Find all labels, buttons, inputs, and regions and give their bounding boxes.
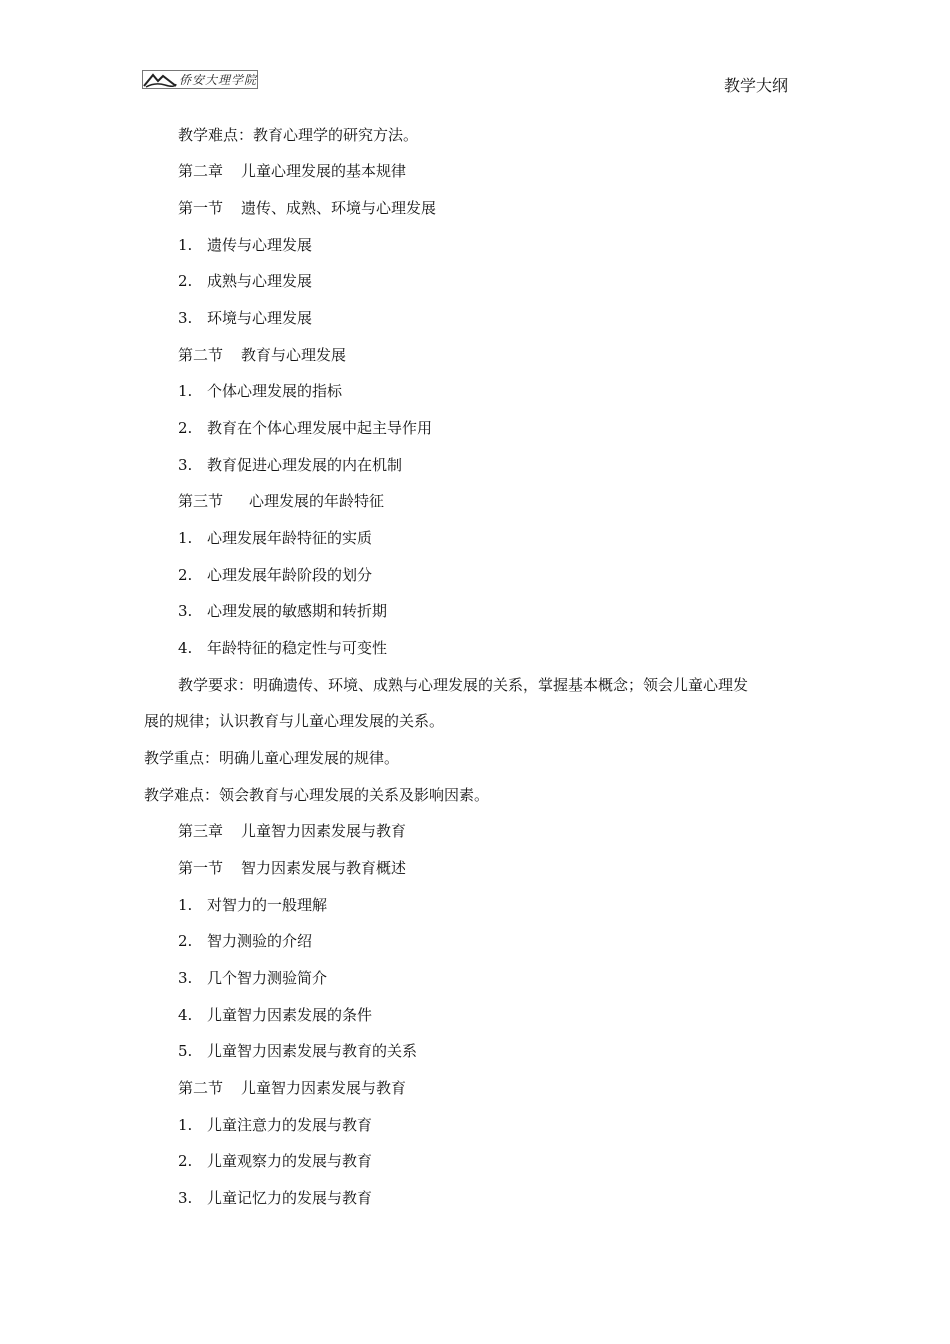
chapter-label: 第三章 (178, 822, 224, 840)
item-number: 2. (178, 419, 193, 437)
list-item (178, 1115, 372, 1135)
item-number: 1. (178, 382, 193, 400)
item-text: 心理发展的敏感期和转折期 (207, 602, 388, 620)
list-item (178, 381, 342, 401)
list-item (178, 455, 402, 475)
text: 教学重点：明确儿童心理发展的规律。 (144, 749, 400, 767)
item-text: 儿童记忆力的发展与教育 (207, 1189, 373, 1207)
item-number: 5. (178, 1042, 193, 1060)
list-item (178, 968, 327, 988)
item-number: 2. (178, 932, 193, 950)
section-heading (178, 1078, 406, 1098)
list-item (178, 418, 432, 438)
chapter-label: 第二章 (178, 162, 224, 180)
teaching-focus-line (144, 748, 399, 768)
text: 展的规律；认识教育与儿童心理发展的关系。 (144, 712, 445, 730)
item-number: 3. (178, 456, 193, 474)
section-title: 遗传、成熟、环境与心理发展 (241, 199, 437, 217)
logo-text: 侨安大理学院 (178, 73, 257, 87)
item-text: 儿童智力因素发展的条件 (207, 1006, 373, 1024)
chapter-title: 儿童智力因素发展与教育 (241, 822, 407, 840)
item-text: 心理发展年龄阶段的划分 (207, 566, 373, 584)
list-item (178, 638, 387, 658)
item-text: 儿童智力因素发展与教育的关系 (207, 1042, 418, 1060)
page-header (0, 0, 950, 110)
item-text: 年龄特征的稳定性与可变性 (207, 639, 388, 657)
section-title: 教育与心理发展 (241, 346, 347, 364)
mountain-logo-icon (143, 72, 177, 88)
list-item (178, 528, 372, 548)
teaching-requirements-line (178, 675, 748, 695)
item-text: 对智力的一般理解 (207, 896, 328, 914)
item-text: 智力测验的介绍 (207, 932, 313, 950)
teaching-requirements-continued (144, 711, 444, 731)
item-number: 3. (178, 969, 193, 987)
document-type-label: 教学大纲 (724, 76, 789, 95)
list-item (178, 601, 387, 621)
text: 教学难点：领会教育与心理发展的关系及影响因素。 (144, 786, 490, 804)
list-item (178, 308, 312, 328)
list-item (178, 1151, 372, 1171)
teaching-difficulty-line (144, 785, 489, 805)
section-heading (178, 858, 406, 878)
item-text: 心理发展年龄特征的实质 (207, 529, 373, 547)
item-number: 2. (178, 272, 193, 290)
item-number: 1. (178, 896, 193, 914)
section-title: 儿童智力因素发展与教育 (241, 1079, 407, 1097)
item-text: 儿童注意力的发展与教育 (207, 1116, 373, 1134)
text: 教学要求：明确遗传、环境、成熟与心理发展的关系，掌握基本概念；领会儿童心理发 (178, 676, 749, 694)
school-logo (142, 70, 258, 89)
section-title: 心理发展的年龄特征 (249, 492, 385, 510)
item-text: 教育在个体心理发展中起主导作用 (207, 419, 433, 437)
list-item (178, 1041, 417, 1061)
item-text: 儿童观察力的发展与教育 (207, 1152, 373, 1170)
section-title: 智力因素发展与教育概述 (241, 859, 407, 877)
item-text: 成熟与心理发展 (207, 272, 313, 290)
item-number: 4. (178, 1006, 193, 1024)
item-number: 2. (178, 1152, 193, 1170)
section-label: 第二节 (178, 1079, 224, 1097)
chapter-heading (178, 821, 406, 841)
item-text: 几个智力测验简介 (207, 969, 328, 987)
section-label: 第一节 (178, 859, 224, 877)
list-item (178, 565, 372, 585)
item-text: 个体心理发展的指标 (207, 382, 343, 400)
item-number: 3. (178, 602, 193, 620)
section-heading (178, 345, 346, 365)
item-number: 1. (178, 1116, 193, 1134)
list-item (178, 931, 312, 951)
list-item (178, 235, 312, 255)
teaching-difficulty-line (178, 125, 418, 145)
list-item (178, 895, 327, 915)
section-label: 第二节 (178, 346, 224, 364)
list-item (178, 271, 312, 291)
item-text: 教育促进心理发展的内在机制 (207, 456, 403, 474)
item-text: 遗传与心理发展 (207, 236, 313, 254)
text: 教学难点：教育心理学的研究方法。 (178, 126, 419, 144)
chapter-title: 儿童心理发展的基本规律 (241, 162, 407, 180)
section-label: 第三节 (178, 492, 224, 510)
item-number: 3. (178, 309, 193, 327)
item-number: 1. (178, 529, 193, 547)
list-item (178, 1005, 372, 1025)
section-heading (178, 491, 384, 511)
item-number: 1. (178, 236, 193, 254)
item-number: 4. (178, 639, 193, 657)
item-number: 3. (178, 1189, 193, 1207)
item-text: 环境与心理发展 (207, 309, 313, 327)
section-heading (178, 198, 436, 218)
item-number: 2. (178, 566, 193, 584)
list-item (178, 1188, 372, 1208)
chapter-heading (178, 161, 406, 181)
section-label: 第一节 (178, 199, 224, 217)
